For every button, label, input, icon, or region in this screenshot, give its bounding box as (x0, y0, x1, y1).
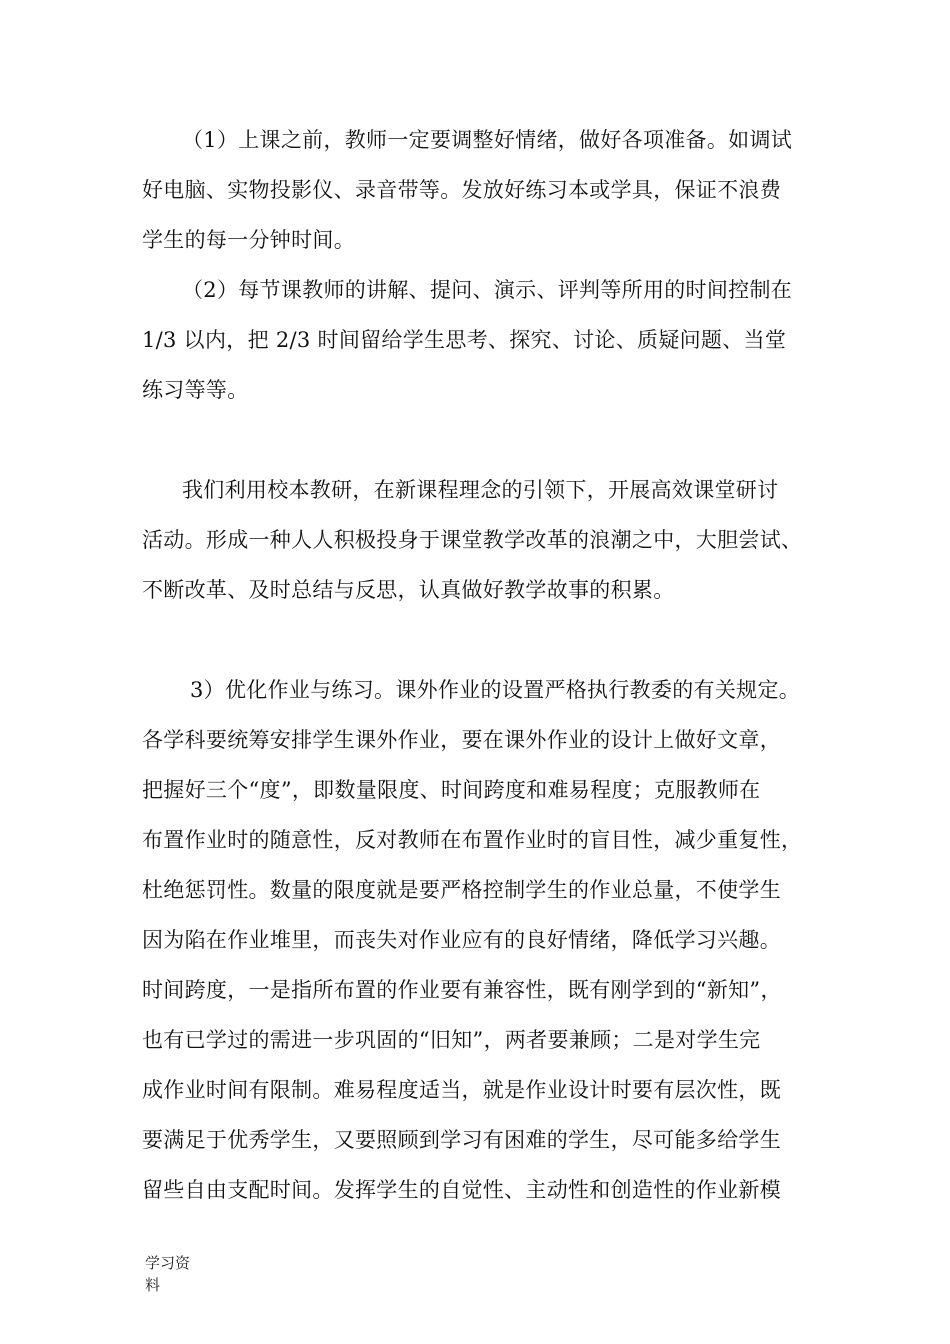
paragraph-1-line-3: 学生的每一分钟时间。 (142, 228, 355, 252)
paragraph-2-line-3: 练习等等。 (142, 378, 249, 402)
paragraph-3-line-3: 不断改革、及时总结与反思，认真做好教学故事的积累。 (142, 578, 675, 602)
paragraph-3-line-1: 我们利用校本教研，在新课程理念的引领下，开展高效课堂研讨 (182, 478, 779, 502)
footer-line-1: 学习资 (145, 1254, 191, 1272)
paragraph-2-line-2: 1/3 以内，把 2/3 时间留给学生思考、探究、讨论、质疑问题、当堂 (142, 328, 787, 352)
footer-line-2: 料 (145, 1276, 161, 1294)
paragraph-4-line-10: 要满足于优秀学生，又要照顾到学习有困难的学生，尽可能多给学生 (142, 1128, 781, 1152)
paragraph-2-line-1: （2）每节课教师的讲解、提问、演示、评判等所用的时间控制在 (182, 278, 793, 302)
page-footer (145, 1252, 225, 1296)
paragraph-4-line-1: 3）优化作业与练习。课外作业的设置严格执行教委的有关规定。 (190, 678, 801, 702)
paragraph-4-line-9: 成作业时间有限制。难易程度适当，就是作业设计时要有层次性，既 (142, 1078, 781, 1102)
paragraph-4-line-6: 因为陷在作业堆里，而丧失对作业应有的良好情绪，降低学习兴趣。 (142, 928, 781, 952)
paragraph-4-line-5: 杜绝惩罚性。数量的限度就是要严格控制学生的作业总量，不使学生 (142, 878, 781, 902)
paragraph-1-line-2: 好电脑、实物投影仪、录音带等。发放好练习本或学具，保证不浪费 (142, 178, 781, 202)
paragraph-4-line-7: 时间跨度，一是指所布置的作业要有兼容性，既有刚学到的“新知”， (142, 978, 782, 1002)
paragraph-4-line-2: 各学科要统筹安排学生课外作业，要在课外作业的设计上做好文章， (142, 728, 781, 752)
paragraph-4-line-8: 也有已学过的需进一步巩固的“旧知”，两者要兼顾；二是对学生完 (142, 1028, 761, 1052)
paragraph-4-line-4: 布置作业时的随意性，反对教师在布置作业时的盲目性，减少重复性， (142, 828, 803, 852)
paragraph-3-line-2: 活动。形成一种人人积极投身于课堂教学改革的浪潮之中，大胆尝试、 (142, 528, 803, 552)
paragraph-4-line-3: 把握好三个“度”，即数量限度、时间跨度和难易程度；克服教师在 (142, 778, 761, 802)
paragraph-4-line-11: 留些自由支配时间。发挥学生的自觉性、主动性和创造性的作业新模 (142, 1178, 781, 1202)
paragraph-1-line-1: （1）上课之前，教师一定要调整好情绪，做好各项准备。如调试 (182, 128, 793, 152)
